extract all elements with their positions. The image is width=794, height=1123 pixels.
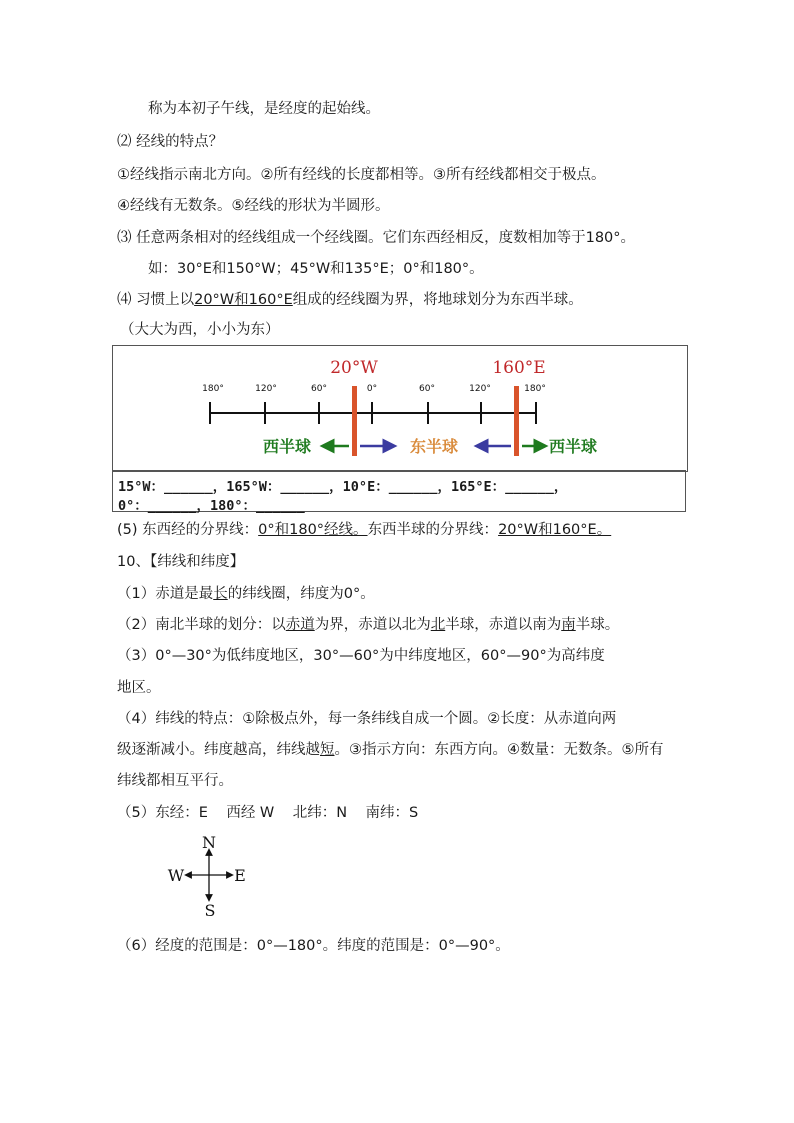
tick-label-60e: 60° (419, 384, 435, 394)
text-line-13: （3）0°—30°为低纬度地区，30°—60°为中纬度地区，60°—90°为高纬度 (117, 648, 605, 664)
text-line-7-b: 20°W和160°E (194, 292, 293, 308)
tick-label-180e: 180° (524, 384, 546, 394)
text-line-9-d: 20°W和160°E。 (498, 522, 612, 538)
text-line-7 (117, 290, 583, 310)
fill-in-blanks (112, 470, 686, 512)
text-line-9 (117, 520, 611, 540)
tick-label-120e: 120° (469, 384, 491, 394)
text-line-8: （大大为西，小小为东） (120, 322, 280, 338)
text-line-12-b: 赤道 (285, 617, 315, 633)
text-line-12-d: 北 (430, 617, 446, 633)
text-line-12-g: 半球。 (575, 617, 620, 633)
text-line-12-c: 为界，赤道以北为 (314, 617, 431, 633)
compass-w: W (167, 866, 185, 885)
text-line-14: 地区。 (117, 680, 161, 696)
marker-label-20w: 20°W (330, 358, 378, 378)
text-line-11 (117, 584, 375, 604)
blanks-row-1: 15°W：______，165°W：______，10°E：______，165°E：______， (118, 479, 568, 495)
text-line-5: ⑶ 任意两条相对的经线组成一个经线圈。它们东西经相反，度数相加等于180°。 (117, 230, 636, 246)
text-line-12 (117, 615, 619, 635)
text-line-4: ④经线有无数条。⑤经线的形状为半圆形。 (117, 198, 390, 214)
text-line-12-e: 半球，赤道以南为 (445, 617, 562, 633)
text-line-12-a: （2）南北半球的划分：以 (117, 617, 286, 633)
text-line-7-c: 组成的经线圈为界，将地球划分为东西半球。 (292, 292, 583, 308)
text-line-15: （4）纬线的特点：①除极点外，每一条纬线自成一个圆。②长度：从赤道向两 (117, 711, 617, 727)
text-line-16-c: 。③指示方向：东西方向。④数量：无数条。⑤所有 (334, 742, 664, 758)
tick-label-0: 0° (366, 384, 378, 394)
compass-n: N (202, 833, 216, 852)
text-line-9-a: (5) 东西经的分界线： (117, 522, 259, 538)
text-line-7-a: ⑷ 习惯上以 (117, 292, 195, 308)
label-west-hemisphere-right: 西半球 (548, 437, 598, 456)
tick-label-180w: 180° (202, 384, 224, 394)
text-line-16-a: 级逐渐减小。纬度越高，纬线越 (117, 742, 320, 758)
text-line-11-a: （1）赤道是最 (117, 586, 214, 602)
marker-20w (352, 386, 357, 456)
compass-icon (160, 830, 260, 920)
text-line-3: ①经线指示南北方向。②所有经线的长度都相等。③所有经线都相交于极点。 (117, 167, 606, 183)
text-line-9-c: 东西半球的分界线： (367, 522, 499, 538)
compass-s: S (204, 901, 216, 920)
hemisphere-diagram (112, 345, 688, 472)
text-line-1: 称为本初子午线，是经度的起始线。 (148, 101, 380, 117)
text-line-11-c: 的纬线圈，纬度为0°。 (227, 586, 375, 602)
text-line-19: （6）经度的范围是：0°—180°。纬度的范围是：0°—90°。 (117, 938, 510, 954)
text-line-11-b: 长 (213, 586, 228, 602)
marker-label-160e: 160°E (492, 358, 546, 378)
text-line-17: 纬线都相互平行。 (117, 773, 233, 789)
tick-label-120w: 120° (255, 384, 277, 394)
marker-160e (514, 386, 519, 456)
text-line-12-f: 南 (561, 617, 576, 633)
text-line-18: （5）东经：E 西经 W 北纬：N 南纬：S (117, 805, 419, 821)
tick-label-60w: 60° (311, 384, 327, 394)
label-east-hemisphere: 东半球 (409, 437, 459, 456)
section-heading-latitude: 10、【纬线和纬度】 (117, 554, 245, 570)
text-line-16-b: 短 (320, 742, 335, 758)
text-line-16 (117, 740, 664, 760)
text-line-6: 如：30°E和150°W；45°W和135°E；0°和180°。 (148, 261, 484, 277)
hemisphere-diagram-svg (113, 346, 687, 471)
heading-meridian-features: ⑵ 经线的特点？ (117, 134, 224, 150)
text-line-9-b: 0°和180°经线。 (258, 522, 368, 538)
blanks-row-2: 0°：______，180°：______ (118, 498, 305, 514)
compass-e: E (234, 866, 246, 885)
label-west-hemisphere: 西半球 (262, 437, 312, 456)
